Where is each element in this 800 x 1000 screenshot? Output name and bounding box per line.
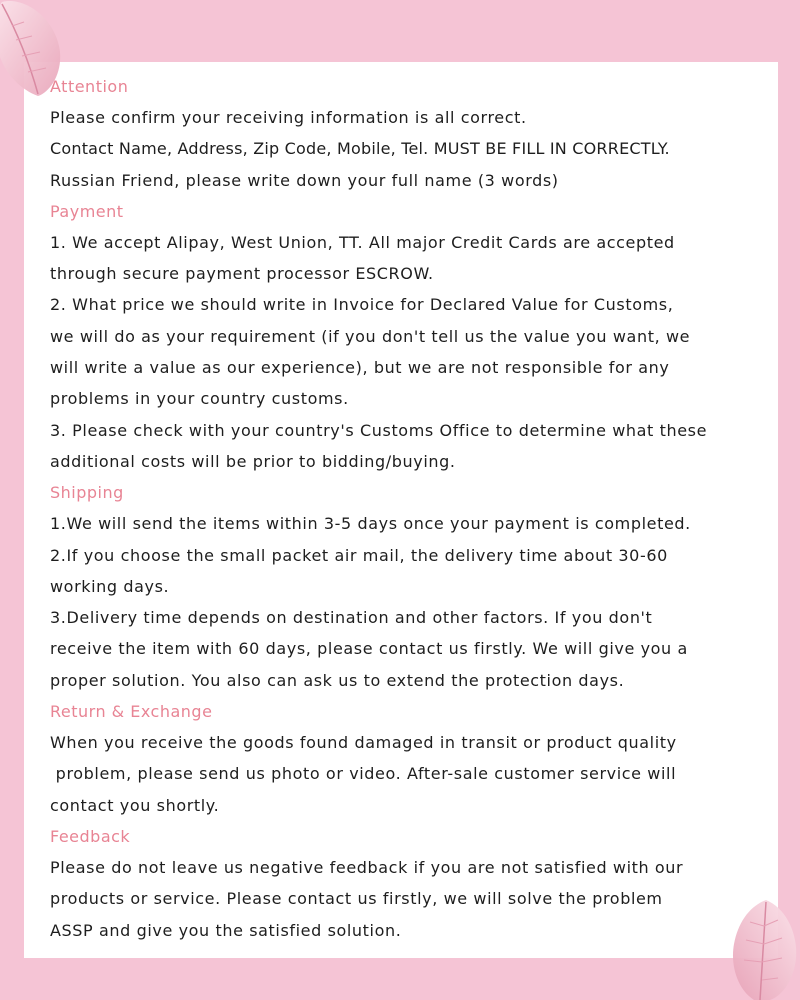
text-line: proper solution. You also can ask us to extend the protection days. [50,670,625,690]
text-line: through secure payment processor ESCROW. [50,264,434,284]
text-line: Please do not leave us negative feedback if you are not satisfied with our [50,857,684,877]
text-line: 1. We accept Alipay, West Union, TT. All major Credit Cards are accepted [50,232,675,252]
text-line: Contact Name, Address, Zip Code, Mobile, Tel. MUST BE FILL IN CORRECTLY. [50,139,670,159]
text-line: additional costs will be prior to bidding/buying. [50,451,456,471]
section-heading-shipping: Shipping [50,483,124,503]
text-line: contact you shortly. [50,795,220,815]
policy-text [50,71,780,946]
text-line: we will do as your requirement (if you don't tell us the value you want, we [50,326,691,346]
section-heading-attention: Attention [50,77,129,96]
text-line: receive the item with 60 days, please contact us firstly. We will give you a [50,639,688,659]
section-heading-feedback: Feedback [50,826,131,846]
text-line: working days. [50,576,170,596]
section-heading-return-exchange: Return & Exchange [50,702,213,722]
text-line: 3.Delivery time depends on destination and other factors. If you don't [50,608,653,628]
text-line: When you receive the goods found damaged in transit or product quality [50,733,677,753]
text-line: problems in your country customs. [50,389,349,409]
text-line: 3. Please check with your country's Customs Office to determine what these [50,420,708,440]
text-line: Russian Friend, please write down your full name (3 words) [50,170,559,190]
text-line: products or service. Please contact us firstly, we will solve the problem [50,889,663,909]
text-line: problem, please send us photo or video. After-sale customer service will [50,764,677,784]
text-line: 2.If you choose the small packet air mail, the delivery time about 30-60 [50,545,668,565]
text-line: 2. What price we should write in Invoice for Declared Value for Customs, [50,295,674,315]
section-heading-payment: Payment [50,201,124,221]
text-line: ASSP and give you the satisfied solution. [50,920,402,940]
text-line: 1.We will send the items within 3-5 days once your payment is completed. [50,514,691,534]
text-line: Please confirm your receiving information is all correct. [50,108,527,127]
text-line: will write a value as our experience), but we are not responsible for any [50,358,670,378]
